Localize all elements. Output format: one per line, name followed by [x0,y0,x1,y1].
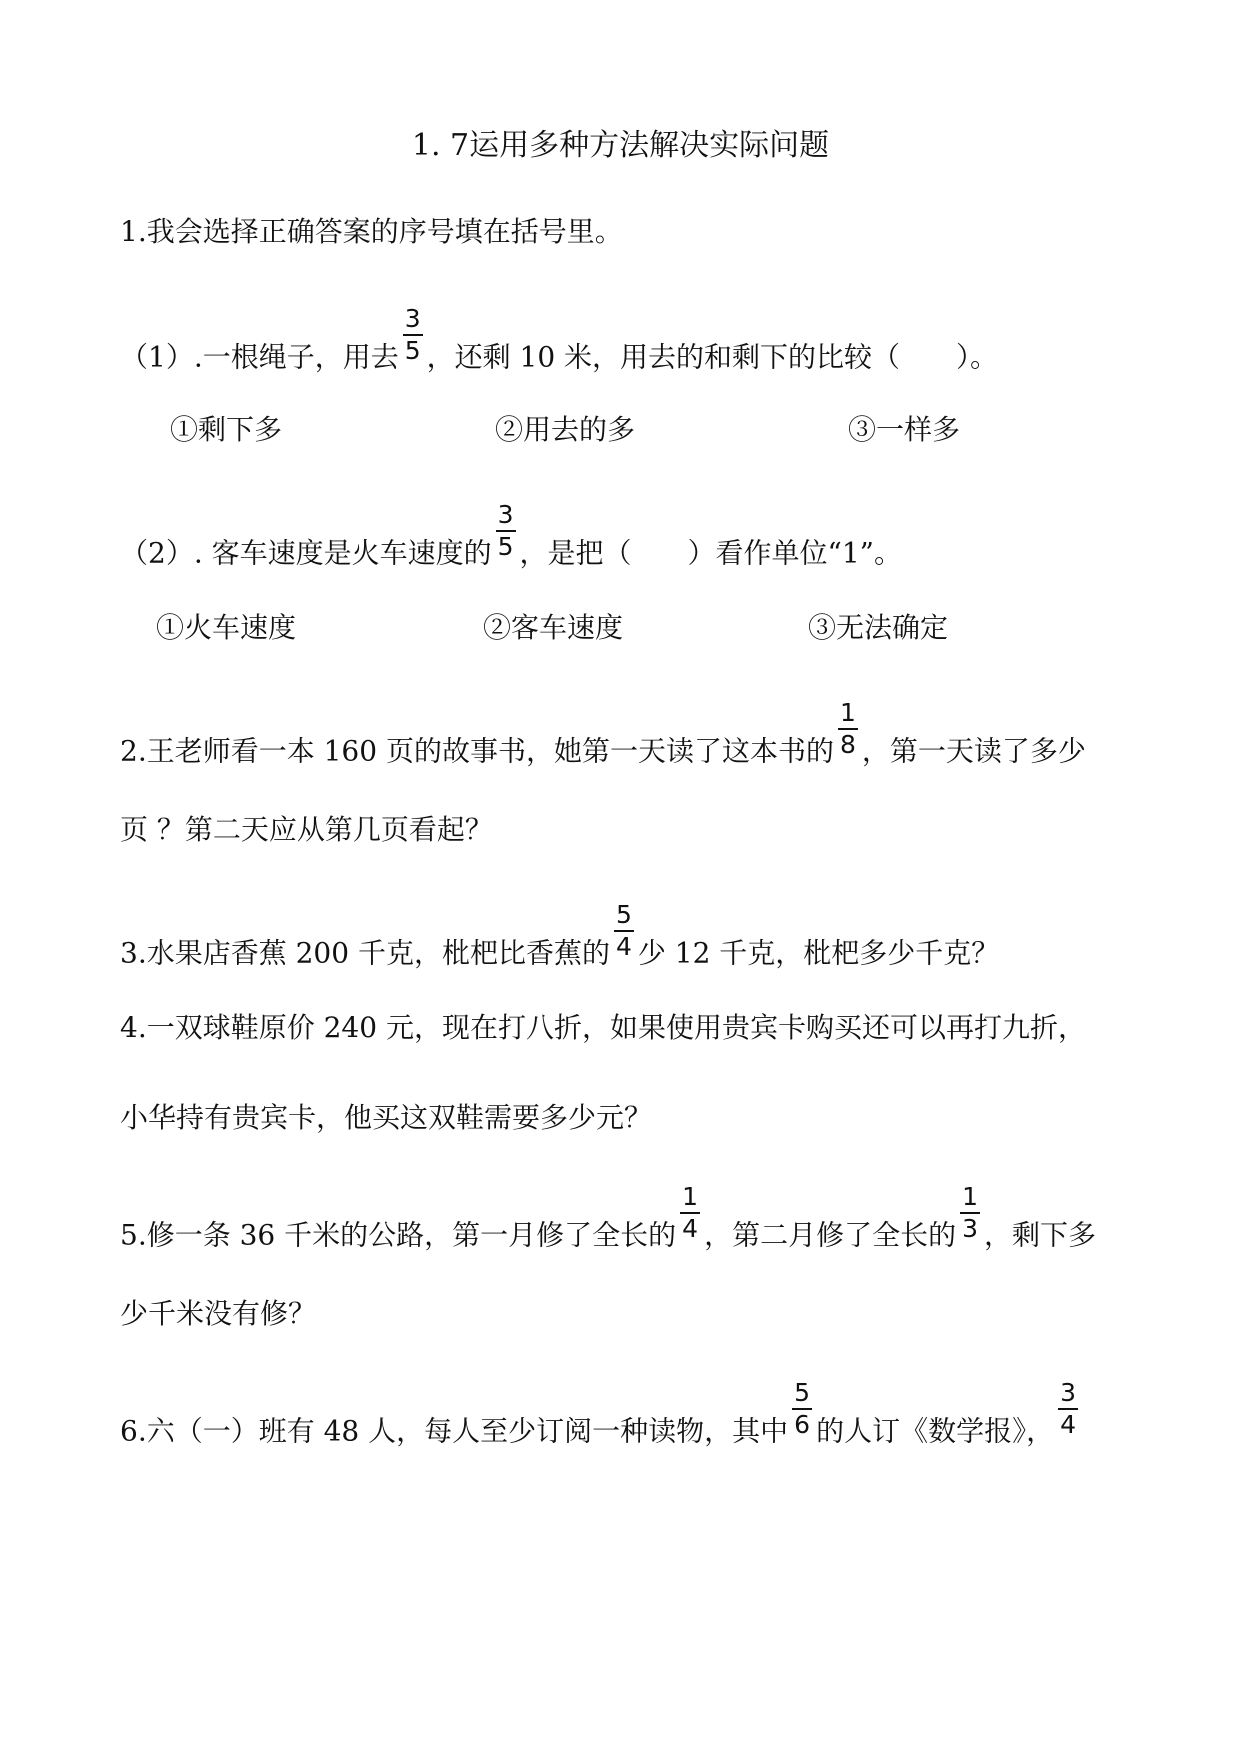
option-1-2-c: ③无法确定 [808,611,949,644]
option-1-1-a: ①剩下多 [170,413,283,446]
question-3-before: 3.水果店香蕉 200 千克，枇杷比香蕉的 [120,936,610,970]
fraction-numerator: 1 [838,698,858,730]
fraction-numerator: 1 [960,1182,980,1214]
fraction-numerator: 5 [792,1378,812,1410]
fraction-denominator: 5 [404,336,421,365]
question-1-2-after: ，是把（ ）看作单位“1”。 [519,536,902,570]
fraction [403,304,423,366]
question-1-2 [120,500,1121,586]
fraction-numerator: 3 [1058,1378,1078,1410]
question-5-middle: ，第二月修了全长的 [704,1218,957,1252]
question-5-after: ，剩下多 [983,1218,1096,1252]
question-6-before: 6.六（一）班有 48 人，每人至少订阅一种读物，其中 [120,1414,789,1448]
fraction-numerator: 1 [680,1182,700,1214]
fraction-denominator: 4 [615,932,632,961]
fraction-denominator: 4 [682,1214,699,1243]
question-4-line-1: 4.一双球鞋原价 240 元，现在打八折，如果使用贵宾卡购买还可以再打九折， [120,1011,1086,1044]
fraction [496,500,516,562]
fraction-numerator: 3 [496,500,516,532]
option-1-2-a: ①火车速度 [156,611,297,644]
fraction-denominator: 6 [794,1410,811,1439]
fraction-denominator: 3 [962,1214,978,1243]
question-1-1-after: ，还剩 10 米，用去的和剩下的比较（ ）。 [426,340,999,374]
question-2-line-1 [120,698,1121,784]
fraction [614,900,634,962]
question-5-before: 5.修一条 36 千米的公路，第一月修了全长的 [120,1218,677,1252]
question-1-1 [120,304,1121,390]
fraction-denominator: 4 [1060,1410,1076,1439]
question-5-line-1 [120,1182,1121,1268]
fraction-numerator: 5 [614,900,634,932]
option-1-1-b: ②用去的多 [495,413,636,446]
question-6-middle: 的人订《数学报》， [816,1414,1055,1448]
page-title: 1. 7运用多种方法解决实际问题 [411,128,830,163]
fraction-numerator: 3 [403,304,423,336]
option-1-2-b: ②客车速度 [483,611,624,644]
question-3 [120,900,1121,986]
fraction [1058,1378,1078,1440]
section1-heading: 1.我会选择正确答案的序号填在括号里。 [120,215,623,248]
question-1-1-before: （1）.一根绳子，用去 [120,340,399,374]
question-2-before: 2.王老师看一本 160 页的故事书，她第一天读了这本书的 [120,734,834,768]
question-3-after: 少 12 千克，枇杷多少千克？ [637,936,1000,970]
fraction [680,1182,700,1244]
question-2-after: ，第一天读了多少 [861,734,1086,768]
fraction-denominator: 8 [839,730,856,759]
question-5-line-2: 少千米没有修？ [120,1297,317,1330]
question-6-line-1 [120,1378,1121,1464]
fraction-denominator: 5 [497,532,514,561]
question-4-line-2: 小华持有贵宾卡，他买这双鞋需要多少元？ [120,1101,653,1134]
option-1-1-c: ③一样多 [848,413,961,446]
fraction [960,1182,980,1244]
question-2-line-2: 页 ？第二天应从第几页看起？ [120,813,493,846]
fraction [792,1378,812,1440]
question-1-2-before: （2）. 客车速度是火车速度的 [120,536,492,570]
fraction [838,698,858,760]
